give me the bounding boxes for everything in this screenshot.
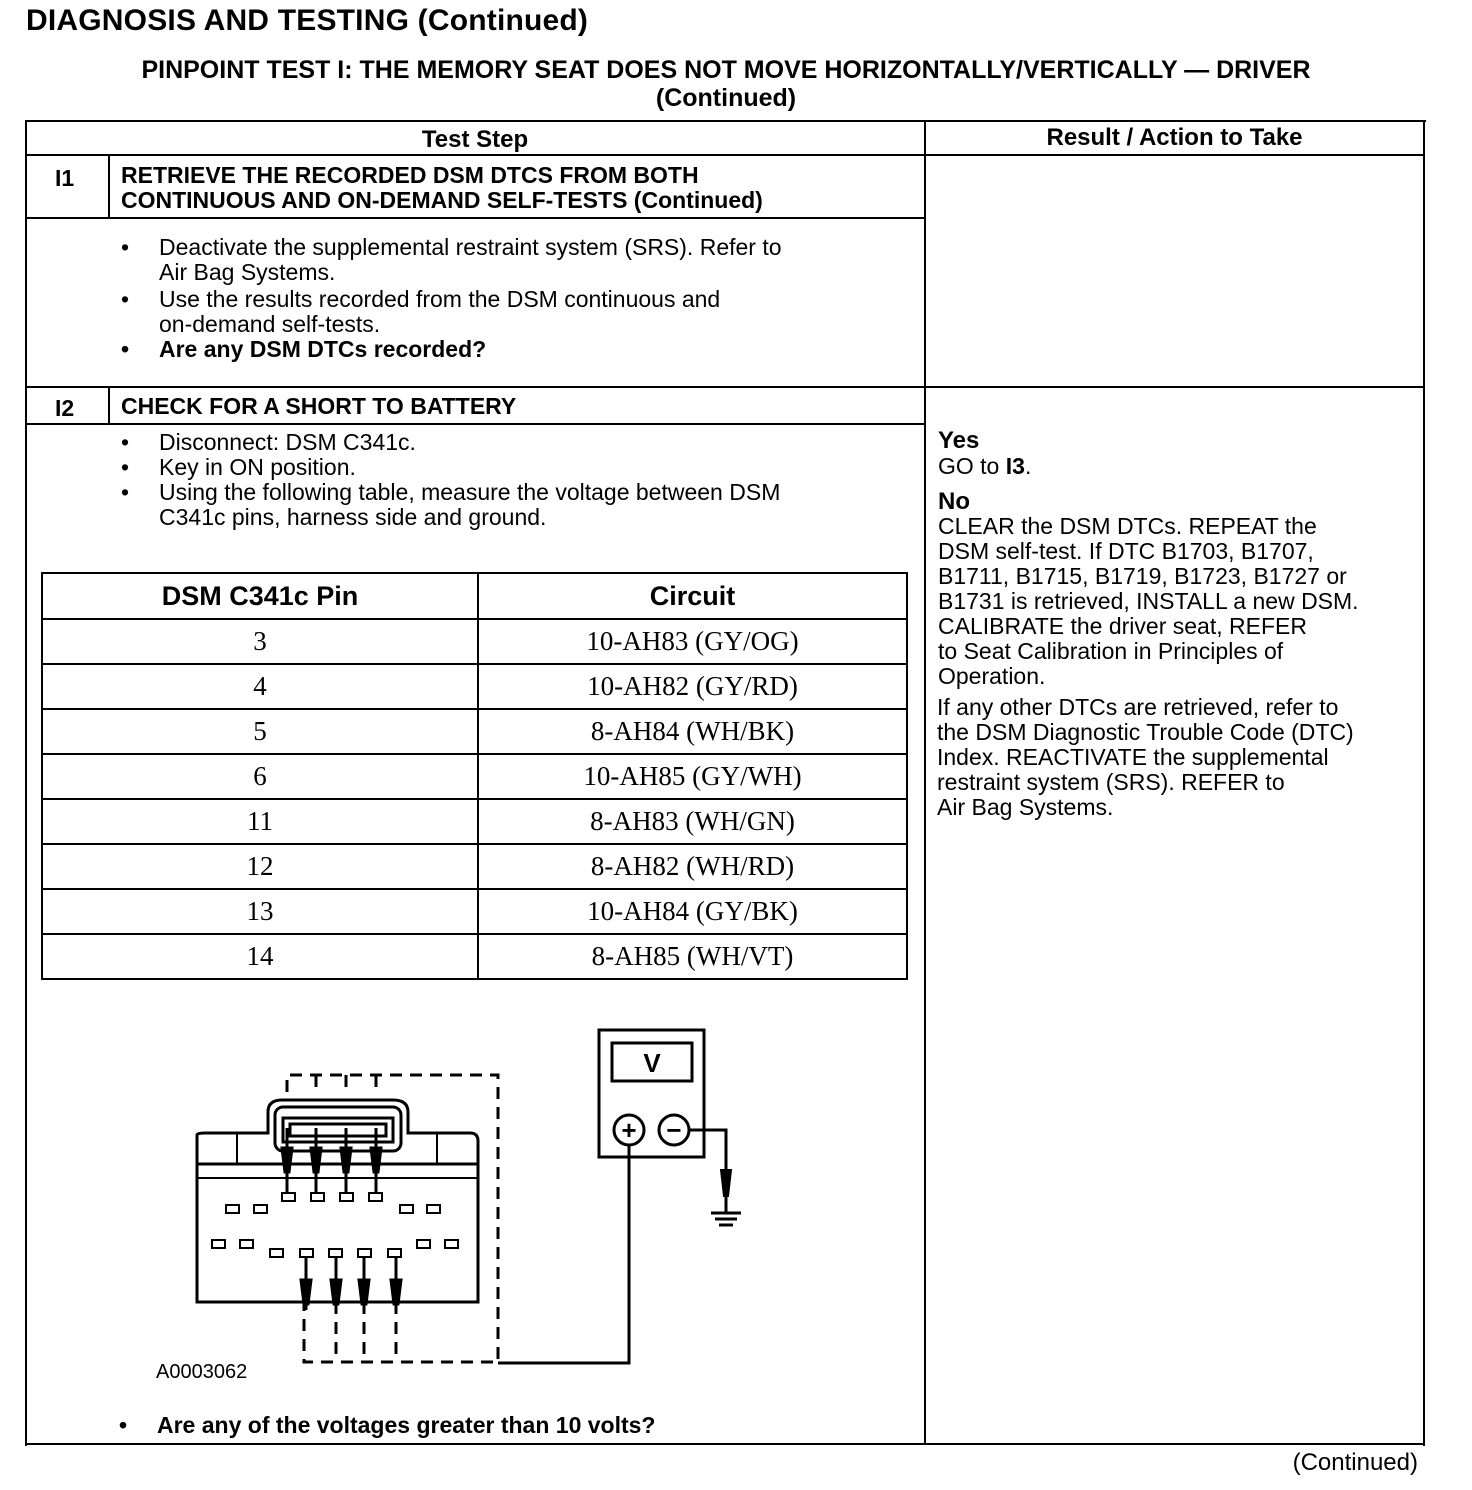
meter-display-label: V bbox=[643, 1048, 661, 1078]
circuit-cell: 8-AH82 (WH/RD) bbox=[478, 844, 907, 889]
continued-footer: (Continued) bbox=[1292, 1449, 1418, 1476]
i1-bullet-2: • Use the results recorded from the DSM continuous and on-demand self-tests. bbox=[121, 286, 721, 337]
table-row bbox=[42, 844, 907, 889]
i2-bullet-2: • Key in ON position. bbox=[121, 454, 356, 480]
table-row bbox=[42, 934, 907, 979]
pinpoint-test-title: PINPOINT TEST I: THE MEMORY SEAT DOES NOT MOVE HORIZONTALLY/VERTICALLY — DRIVER bbox=[141, 56, 1311, 84]
table-row bbox=[42, 664, 907, 709]
step-number-i1: I1 bbox=[55, 165, 75, 191]
circuit-cell: 10-AH82 (GY/RD) bbox=[478, 664, 907, 709]
table-row bbox=[42, 799, 907, 844]
table-row bbox=[42, 709, 907, 754]
circuit-header: Circuit bbox=[478, 573, 907, 619]
pin-header: DSM C341c Pin bbox=[42, 573, 478, 619]
result-no-line: B1711, B1715, B1719, B1723, B1727 or bbox=[938, 563, 1347, 589]
i1-number-divider bbox=[108, 155, 110, 217]
header-divider bbox=[26, 154, 1425, 156]
voltmeter bbox=[599, 1030, 704, 1157]
row-divider bbox=[26, 386, 1425, 388]
plus-sign: + bbox=[621, 1115, 637, 1145]
table-row bbox=[42, 889, 907, 934]
circuit-cell: 10-AH83 (GY/OG) bbox=[478, 619, 907, 664]
circuit-cell: 10-AH84 (GY/BK) bbox=[478, 889, 907, 934]
circuit-cell: 8-AH84 (WH/BK) bbox=[478, 709, 907, 754]
i2-bullet-3-line2: C341c pins, harness side and ground. bbox=[159, 504, 547, 530]
result-no-line: Operation. bbox=[938, 663, 1046, 689]
i2-bullet-1: • Disconnect: DSM C341c. bbox=[121, 429, 416, 455]
pin-table-header-row bbox=[42, 573, 907, 619]
pin-circuit-table bbox=[41, 572, 908, 980]
i2-bullet-3: • Using the following table, measure the voltage between DSM C341c pins, harness side and ground. bbox=[121, 479, 781, 530]
column-divider bbox=[924, 120, 926, 1445]
column-header-test-step: Test Step bbox=[421, 126, 529, 153]
table-border-bottom bbox=[25, 1443, 1425, 1445]
i2-question: • Are any of the voltages greater than 10 volts? bbox=[119, 1412, 656, 1438]
step-title-i1 bbox=[121, 163, 763, 213]
pin-cell: 6 bbox=[42, 754, 478, 799]
pin-cell: 11 bbox=[42, 799, 478, 844]
step-title-i2: CHECK FOR A SHORT TO BATTERY bbox=[121, 393, 517, 419]
pin-cell: 3 bbox=[42, 619, 478, 664]
column-header-result: Result / Action to Take bbox=[1046, 124, 1303, 151]
result-other-line: If any other DTCs are retrieved, refer to bbox=[937, 694, 1339, 720]
connector-voltmeter-diagram bbox=[150, 1020, 790, 1390]
result-no-line: B1731 is retrieved, INSTALL a new DSM. bbox=[938, 588, 1359, 614]
i1-bullet-2-line1: Use the results recorded from the DSM continuous and bbox=[159, 286, 721, 312]
i1-bullet-1: • Deactivate the supplemental restraint system (SRS). Refer to Air Bag Systems. bbox=[121, 234, 782, 285]
pin-cell: 14 bbox=[42, 934, 478, 979]
result-no-line: DSM self-test. If DTC B1703, B1707, bbox=[938, 538, 1314, 564]
i2-bullet-1-line1: Disconnect: DSM C341c. bbox=[159, 429, 416, 455]
result-no-line: to Seat Calibration in Principles of bbox=[938, 638, 1284, 664]
circuit-cell: 8-AH83 (WH/GN) bbox=[478, 799, 907, 844]
result-other-line: Air Bag Systems. bbox=[937, 794, 1114, 820]
page-title: DIAGNOSIS AND TESTING (Continued) bbox=[26, 4, 589, 37]
pin-cell: 12 bbox=[42, 844, 478, 889]
circuit-cell: 10-AH85 (GY/WH) bbox=[478, 754, 907, 799]
step-title-i1-line2: CONTINUOUS AND ON-DEMAND SELF-TESTS (Continued) bbox=[121, 187, 763, 213]
result-yes-label: Yes bbox=[938, 427, 980, 454]
table-row bbox=[42, 619, 907, 664]
i1-question-text: Are any DSM DTCs recorded? bbox=[159, 336, 487, 362]
i2-bullet-2-line1: Key in ON position. bbox=[159, 454, 356, 480]
result-no-line: CALIBRATE the driver seat, REFER bbox=[938, 613, 1307, 639]
i1-bullet-1-line2: Air Bag Systems. bbox=[159, 259, 336, 285]
circuit-cell: 8-AH85 (WH/VT) bbox=[478, 934, 907, 979]
i2-title-divider bbox=[26, 423, 925, 425]
pin-cell: 5 bbox=[42, 709, 478, 754]
ground-icon bbox=[711, 1196, 741, 1225]
result-yes-go: GO to bbox=[938, 453, 1006, 479]
i1-bullet-2-line2: on-demand self-tests. bbox=[159, 311, 381, 337]
table-border-top bbox=[26, 120, 1426, 122]
minus-sign: − bbox=[666, 1115, 682, 1145]
result-other-line: Index. REACTIVATE the supplemental bbox=[937, 744, 1329, 770]
result-yes-end: . bbox=[1024, 453, 1032, 479]
result-yes-target-link[interactable]: I3 bbox=[1005, 453, 1025, 479]
result-no-action bbox=[938, 514, 1359, 689]
step-number-i2: I2 bbox=[55, 395, 75, 421]
pinpoint-test-subtitle: (Continued) bbox=[655, 84, 797, 112]
result-other-dtcs bbox=[937, 695, 1354, 820]
result-other-line: restraint system (SRS). REFER to bbox=[937, 769, 1285, 795]
result-no-line: CLEAR the DSM DTCs. REPEAT the bbox=[938, 513, 1317, 539]
i2-bullet-3-line1: Using the following table, measure the voltage between DSM bbox=[159, 479, 781, 505]
step-title-i1-line1: RETRIEVE THE RECORDED DSM DTCS FROM BOTH bbox=[121, 162, 699, 188]
table-row bbox=[42, 754, 907, 799]
i1-question: • Are any DSM DTCs recorded? bbox=[121, 336, 487, 362]
result-no-label: No bbox=[938, 488, 970, 515]
meter-leads bbox=[498, 1130, 726, 1363]
i1-bullet-1-line1: Deactivate the supplemental restraint system (SRS). Refer to bbox=[159, 234, 782, 260]
i2-question-text: Are any of the voltages greater than 10 volts? bbox=[157, 1412, 656, 1438]
result-yes-action bbox=[938, 454, 1031, 479]
figure-caption: A0003062 bbox=[156, 1361, 248, 1383]
result-other-line: the DSM Diagnostic Trouble Code (DTC) bbox=[937, 719, 1354, 745]
table-border-left bbox=[25, 120, 27, 1446]
pin-cell: 13 bbox=[42, 889, 478, 934]
table-border-right bbox=[1423, 120, 1425, 1446]
i1-title-divider bbox=[26, 217, 925, 219]
i2-number-divider bbox=[108, 388, 110, 423]
pin-cell: 4 bbox=[42, 664, 478, 709]
